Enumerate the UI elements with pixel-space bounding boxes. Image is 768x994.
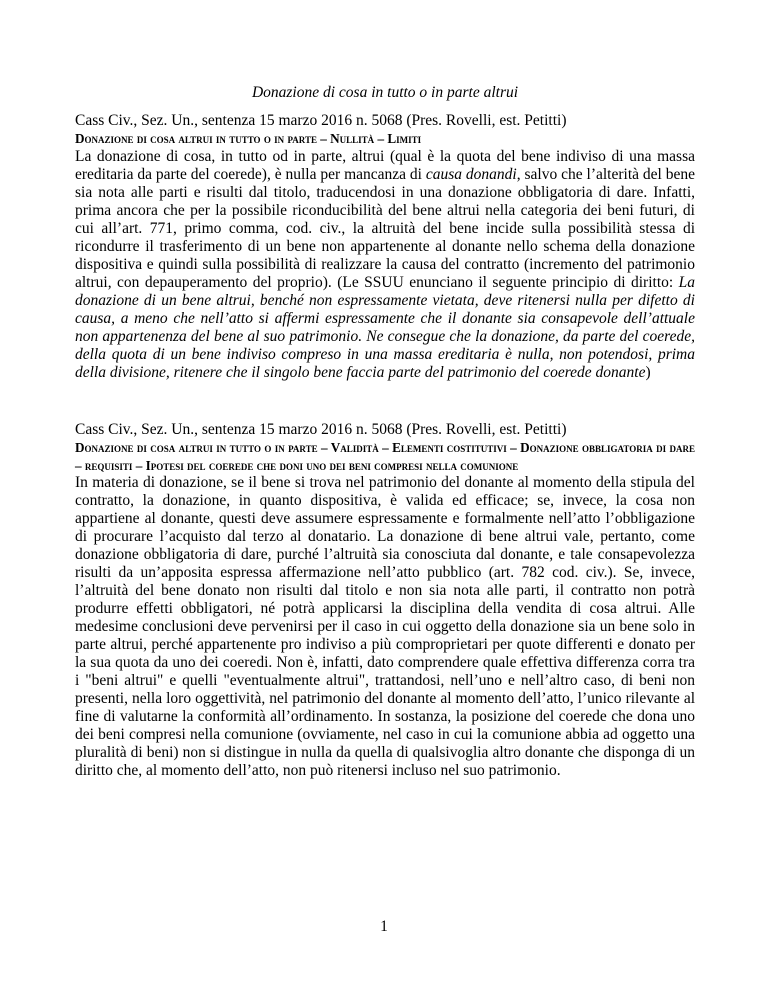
section-1 (75, 112, 695, 382)
section-1-body (75, 148, 695, 382)
section-2-citation: Cass Civ., Sez. Un., sentenza 15 marzo 2016 n. 5068 (Pres. Rovelli, est. Petitti) (75, 421, 567, 438)
section-1-body-italic-1: causa donandi (425, 165, 517, 183)
section-1-heading: Donazione di cosa altrui in tutto o in parte – Nullità – Limiti (75, 131, 422, 146)
section-2 (75, 421, 695, 780)
document-title: Donazione di cosa in tutto o in parte altrui (251, 84, 519, 101)
section-1-body-part-1: La donazione di cosa, in tutto od in parte, altrui (qual è la quota del bene indiviso di una massa ereditaria da parte del coerede), è nulla per mancanza di (75, 147, 695, 183)
page-number: 1 (380, 918, 388, 935)
section-1-body-part-3: ) (645, 363, 651, 381)
section-2-heading: Donazione di cosa altrui in tutto o in parte – Validità – Elementi costitutivi – Donazione obbligatoria di dare – requisiti – Ipotesi del coerede che doni uno dei beni compresi nella comunione (75, 440, 695, 473)
section-1-body-part-2: , salvo che l’alterità del bene sia nota alle parti e risulti dal titolo, traducendosi in una donazione obbligatoria di dare. Infatti, prima ancora che per la possibile riconducibilità del bene altrui nella categoria dei beni futuri, di cui all’art. 771, primo comma, cod. civ., la altruità del bene incide sulla possibilità stessa di ricondurre il trasferimento di un bene non appartenente al donante nello schema della donazione dispositiva e quindi sulla possibilità di realizzare la causa del contratto (incremento del patrimonio altrui, con depauperamento del proprio). (Le SSUU enunciano il seguente principio di diritto: (75, 165, 696, 291)
section-2-body: In materia di donazione, se il bene si trova nel patrimonio del donante al momento della stipula del contratto, la donazione, in quanto dispositiva, è valida ed efficace; se, invece, la cosa non appartiene al donante, questi deve assumere espressamente e formalmente nell’atto l’obbligazione di procurare l’acquisto dal terzo al donatario. La donazione di bene altrui vale, pertanto, come donazione obbligatoria di dare, purché l’altruità sia conosciuta dal donante, e tale consapevolezza risulti da un’apposita espressa affermazione nell’atto pubblico (art. 782 cod. civ.). Se, invece, l’altruità del bene donato non risulti dal titolo e non sia nota alle parti, il contratto non potrà produrre effetti obbligatori, né potrà applicarsi la disciplina della vendita di cosa altrui. Alle medesime conclusioni deve pervenirsi per il caso in cui oggetto della donazione sia un bene solo in parte altrui, perché appartenente pro indiviso a più comproprietari per quote differenti e donato per la sua quota da uno dei coeredi. Non è, infatti, dato comprendere quale effettiva differenza corra tra i "beni altrui" e quelli "eventualmente altrui", trattandosi, nell’uno e nell’altro caso, di beni non presenti, nella loro oggettività, nel patrimonio del donante al momento dell’atto, l’unico rilevante al fine di valutarne la conformità all’ordinamento. In sostanza, la posizione del coerede che dona uno dei beni compresi nella comunione (ovviamente, nel caso in cui la comunione abbia ad oggetto una pluralità di beni) non si distingue in nulla da quella di qualsivoglia altro donante che disponga di un diritto che, al momento dell’atto, non può ritenersi incluso nel suo patrimonio. (75, 474, 695, 779)
section-1-citation: Cass Civ., Sez. Un., sentenza 15 marzo 2016 n. 5068 (Pres. Rovelli, est. Petitti) (75, 112, 567, 129)
section-1-principle-of-law: La donazione di un bene altrui, benché non espressamente vietata, deve ritenersi nulla per difetto di causa, a meno che nell’atto si affermi espressamente che il donante sia consapevole dell’attuale non appartenenza del bene al suo patrimonio. Ne consegue che la donazione, da parte del coerede, della quota di un bene indiviso compreso in una massa ereditaria è nulla, non potendosi, prima della divisione, ritenere che il singolo bene faccia parte del patrimonio del coerede donante (75, 273, 695, 381)
